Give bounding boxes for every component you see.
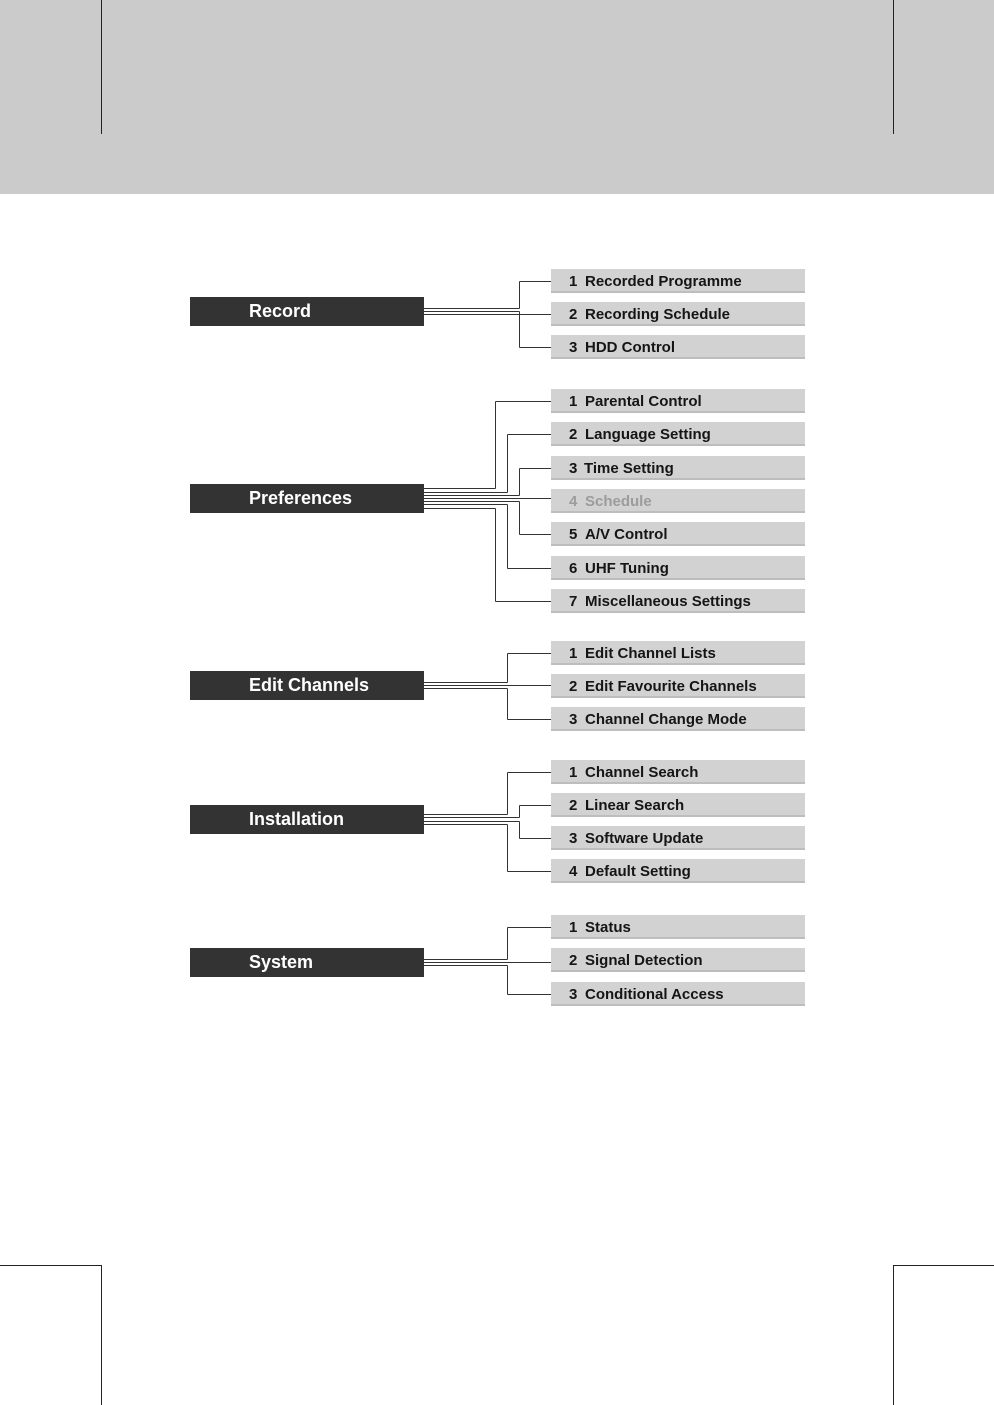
menu-item-edit-favourite-channels[interactable] bbox=[551, 674, 805, 698]
item-number: 3 bbox=[569, 339, 578, 356]
item-number: 3 bbox=[569, 986, 578, 1003]
item-number: 1 bbox=[569, 393, 578, 410]
menu-system[interactable]: System bbox=[190, 948, 424, 977]
item-label: Default Setting bbox=[585, 863, 691, 880]
item-number: 1 bbox=[569, 273, 578, 290]
menu-item-conditional-access[interactable] bbox=[551, 982, 805, 1006]
item-label: UHF Tuning bbox=[585, 560, 669, 577]
menu-item-channel-change-mode[interactable] bbox=[551, 707, 805, 731]
menu-item-edit-channel-lists[interactable] bbox=[551, 641, 805, 665]
item-number: 5 bbox=[569, 526, 578, 543]
item-label: Schedule bbox=[585, 493, 652, 510]
menu-item-signal-detection[interactable] bbox=[551, 948, 805, 972]
item-number: 3 bbox=[569, 460, 578, 477]
item-label: Parental Control bbox=[585, 393, 702, 410]
item-label: Recorded Programme bbox=[585, 273, 742, 290]
item-label: Conditional Access bbox=[585, 986, 724, 1003]
item-number: 4 bbox=[569, 863, 578, 880]
item-number: 7 bbox=[569, 593, 578, 610]
menu-item-hdd-control[interactable] bbox=[551, 335, 805, 359]
menu-item-recording-schedule[interactable] bbox=[551, 302, 805, 326]
menu-preferences[interactable]: Preferences bbox=[190, 484, 424, 513]
item-number: 1 bbox=[569, 764, 578, 781]
menu-item-language-setting[interactable] bbox=[551, 422, 805, 446]
item-label: Signal Detection bbox=[585, 952, 703, 969]
menu-installation[interactable]: Installation bbox=[190, 805, 424, 834]
item-label: Linear Search bbox=[585, 797, 685, 814]
item-number: 3 bbox=[569, 830, 578, 847]
item-label: Language Setting bbox=[585, 426, 711, 443]
item-label: Miscellaneous Settings bbox=[585, 593, 751, 610]
menu-item-linear-search[interactable] bbox=[551, 793, 805, 817]
item-label: Channel Search bbox=[585, 764, 699, 781]
menu-item-default-setting[interactable] bbox=[551, 859, 805, 883]
menu-item-status[interactable] bbox=[551, 915, 805, 939]
item-label: Edit Favourite Channels bbox=[585, 678, 757, 695]
item-number: 2 bbox=[569, 678, 578, 695]
menu-item-miscellaneous-settings[interactable] bbox=[551, 589, 805, 613]
item-number: 2 bbox=[569, 952, 578, 969]
item-label: A/V Control bbox=[585, 526, 668, 543]
item-label: HDD Control bbox=[585, 339, 675, 356]
menu-item-av-control[interactable] bbox=[551, 522, 805, 546]
item-number: 3 bbox=[569, 711, 578, 728]
item-number: 6 bbox=[569, 560, 578, 577]
menu-item-software-update[interactable] bbox=[551, 826, 805, 850]
item-label: Status bbox=[585, 919, 631, 936]
menu-item-uhf-tuning[interactable] bbox=[551, 556, 805, 580]
menu-item-recorded-programme[interactable] bbox=[551, 269, 805, 293]
menu-item-schedule bbox=[551, 489, 805, 513]
menu-record[interactable]: Record bbox=[190, 297, 424, 326]
item-label: Time Setting bbox=[584, 460, 674, 477]
item-number: 2 bbox=[569, 426, 578, 443]
item-number: 1 bbox=[569, 645, 578, 662]
item-number: 2 bbox=[569, 797, 578, 814]
item-number: 1 bbox=[569, 919, 578, 936]
menu-item-time-setting[interactable] bbox=[551, 456, 805, 480]
item-label: Channel Change Mode bbox=[585, 711, 747, 728]
menu-item-parental-control[interactable] bbox=[551, 389, 805, 413]
menu-item-channel-search[interactable] bbox=[551, 760, 805, 784]
item-label: Recording Schedule bbox=[585, 306, 731, 323]
item-number: 2 bbox=[569, 306, 578, 323]
item-number: 4 bbox=[569, 493, 578, 510]
menu-edit-channels[interactable]: Edit Channels bbox=[190, 671, 424, 700]
item-label: Edit Channel Lists bbox=[585, 645, 716, 662]
item-label: Software Update bbox=[585, 830, 704, 847]
